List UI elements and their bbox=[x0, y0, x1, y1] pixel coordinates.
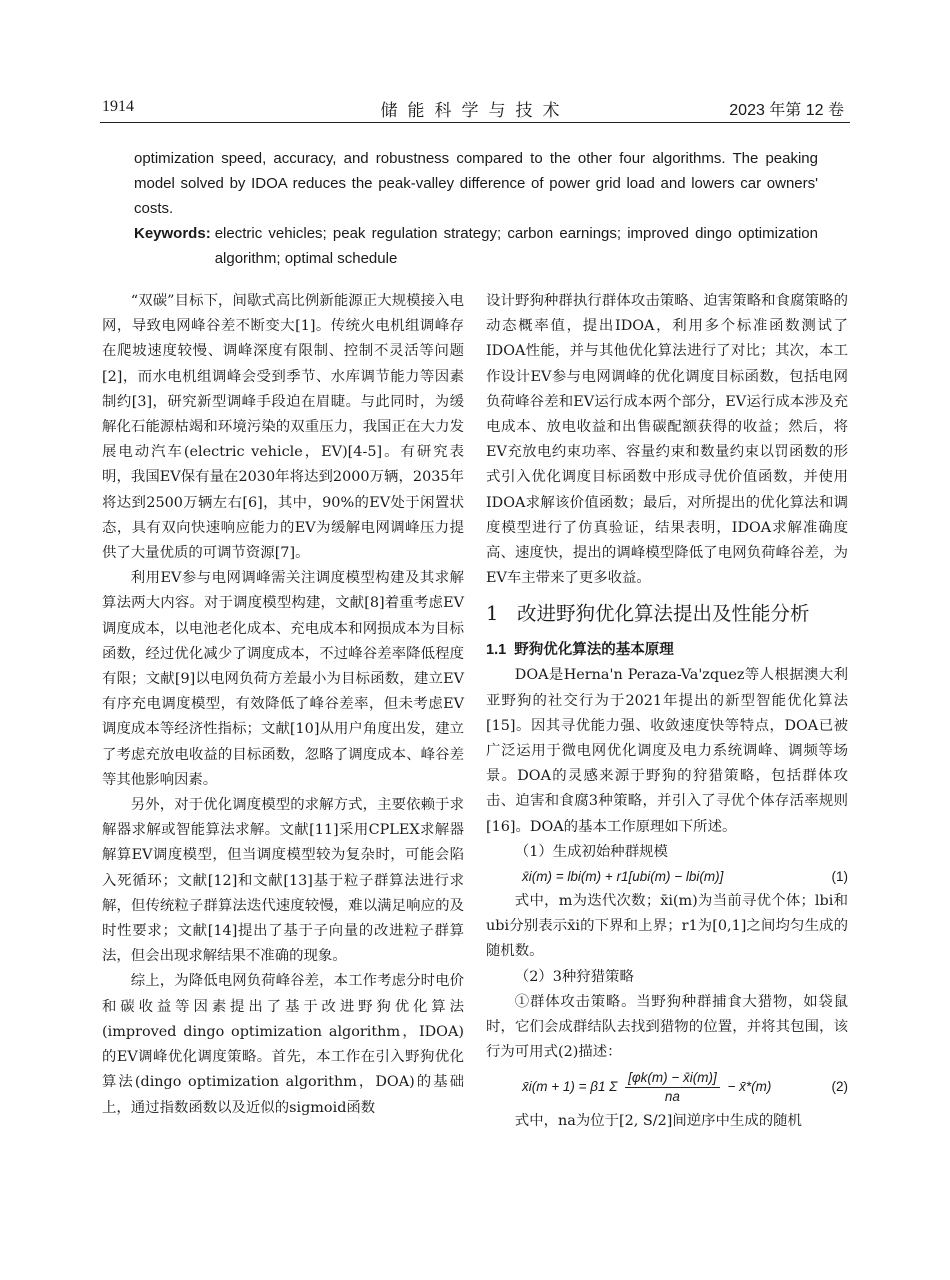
paragraph: DOA是Herna'n Peraza-Va'zquez等人根据澳大利亚野狗的社交行为于2021年提出的新型智能优化算法[15]。因其寻优能力强、收敛速度快等特点，DOA已被广泛运用于微电网优化调度及电力系统调峰、调频等场景。DOA的灵感来源于野狗的狩猎策略，包括群体攻击、迫害和食腐3种策略，并引入了寻优个体存活率规则[16]。DOA的基本工作原理如下所述。 bbox=[486, 667, 848, 835]
right-column bbox=[486, 289, 848, 1135]
section-title: 改进野狗优化算法提出及性能分析 bbox=[517, 602, 810, 626]
abstract-text: optimization speed, accuracy, and robustness compared to the other four algorithms. The peaking model solved by IDOA reduces the peak-valley difference of power grid load and lowers car owners' costs. bbox=[134, 150, 818, 217]
equation-rhs: − x̄*(m) bbox=[727, 1079, 772, 1095]
subsection-number: 1.1 bbox=[486, 642, 507, 659]
keywords-label: Keywords: bbox=[134, 225, 211, 242]
section-heading bbox=[486, 599, 848, 629]
subsection-title: 野狗优化算法的基本原理 bbox=[514, 642, 674, 659]
running-header bbox=[100, 96, 850, 123]
page-number: 1914 bbox=[102, 98, 134, 115]
keywords-text: electric vehicles; peak regulation strategy; carbon earnings; improved dingo optimization algorithm; optimal schedule bbox=[214, 225, 818, 267]
equation-1 bbox=[486, 865, 848, 889]
list-item: （2）3种狩猎策略 bbox=[514, 968, 634, 985]
equation-lhs: x̄i(m + 1) = β1 Σ bbox=[522, 1079, 618, 1095]
keywords-row bbox=[134, 221, 818, 271]
paragraph: ①群体攻击策略。当野狗种群捕食大猎物，如袋鼠时，它们会成群结队去找到猎物的位置，并将其包围，该行为可用式(2)描述： bbox=[486, 993, 848, 1061]
equation-number: (2) bbox=[831, 1079, 848, 1095]
list-item: （1）生成初始种群规模 bbox=[514, 843, 668, 860]
left-column bbox=[102, 289, 464, 1121]
fraction-numerator: [φk(m) − x̄i(m)] bbox=[625, 1069, 720, 1088]
paragraph: 利用EV参与电网调峰需关注调度模型构建及其求解算法两大内容。对于调度模型构建，文献[8]着重考虑EV调度成本，以电池老化成本、充电成本和网损成本为目标函数，经过优化减少了调度成本，不过峰谷差率降低程度有限；文献[9]以电网负荷方差最小为目标函数，建立EV有序充电调度模型，有效降低了峰谷差率，但未考虑EV调度成本等经济性指标；文献[10]从用户角度出发，建立了考虑充放电收益的目标函数，忽略了调度成本、峰谷差等其他影响因素。 bbox=[102, 570, 464, 788]
paragraph: 设计野狗种群执行群体攻击策略、迫害策略和食腐策略的动态概率值，提出IDOA，利用多个标准函数测试了IDOA性能，并与其他优化算法进行了对比；其次，本工作设计EV参与电网调峰的优化调度目标函数，包括电网负荷峰谷差和EV运行成本两个部分，EV运行成本涉及充电成本、放电收益和出售碳配额获得的收益；然后，将EV充放电约束功率、容量约束和数量约束以罚函数的形式引入优化调度目标函数中形成寻优价值函数，并使用IDOA求解该价值函数；最后，对所提出的优化算法和调度模型进行了仿真验证，结果表明，IDOA求解准确度高、速度快，提出的调峰模型降低了电网负荷峰谷差，为EV车主带来了更多收益。 bbox=[486, 293, 848, 587]
issue-label: 2023 年第 12 卷 bbox=[729, 102, 844, 119]
abstract-block bbox=[134, 146, 818, 271]
equation-2 bbox=[486, 1065, 848, 1109]
section-number: 1 bbox=[486, 602, 499, 626]
equation-fraction bbox=[625, 1069, 720, 1106]
paragraph: 另外，对于优化调度模型的求解方式，主要依赖于求解器求解或智能算法求解。文献[11]采用CPLEX求解器解算EV调度模型，但当调度模型较为复杂时，可能会陷入死循环；文献[12]和文献[13]基于粒子群算法进行求解，但传统粒子群算法迭代速度较慢，难以满足响应的及时性要求；文献[14]提出了基于子向量的改进粒子群算法，但会出现求解结果不准确的现象。 bbox=[102, 797, 464, 965]
equation-body bbox=[522, 1069, 771, 1106]
paragraph: 综上，为降低电网负荷峰谷差，本工作考虑分时电价和碳收益等因素提出了基于改进野狗优化算法(improved dingo optimization algorithm，IDOA)的EV调峰优化调度策略。首先，本工作在引入野狗优化算法(dingo optimization algorithm，DOA)的基础上，通过指数函数以及近似的sigmoid函数 bbox=[102, 973, 464, 1116]
journal-title: 储能科学与技术 bbox=[380, 101, 570, 121]
equation-number: (1) bbox=[831, 869, 848, 885]
equation-body: x̄i(m) = lbi(m) + r1[ubi(m) − lbi(m)] bbox=[522, 869, 724, 885]
paragraph: “双碳”目标下，间歇式高比例新能源正大规模接入电网，导致电网峰谷差不断变大[1]。传统火电机组调峰存在爬坡速度较慢、调峰深度有限制、控制不灵活等问题[2]，而水电机组调峰会受到季节、水库调节能力等因素制约[3]，研究新型调峰手段迫在眉睫。与此同时，为缓解化石能源枯竭和环境污染的双重压力，我国正在大力发展电动汽车(electric vehicle，EV)[4-5]。有研究表明，我国EV保有量在2030年将达到2000万辆，2035年将达到2500万辆左右[6]，其中，90%的EV处于闲置状态，具有双向快速响应能力的EV为缓解电网调峰压力提供了大量优质的可调节资源[7]。 bbox=[102, 293, 464, 562]
fraction-denominator: na bbox=[664, 1088, 680, 1104]
subsection-heading bbox=[486, 637, 848, 663]
paragraph: 式中，na为位于[2, S/2]间逆序中生成的随机 bbox=[514, 1113, 802, 1130]
paragraph: 式中，m为迭代次数；x̄i(m)为当前寻优个体；lbi和ubi分别表示x̄i的下界和上界；r1为[0,1]之间均匀生成的随机数。 bbox=[486, 893, 848, 960]
